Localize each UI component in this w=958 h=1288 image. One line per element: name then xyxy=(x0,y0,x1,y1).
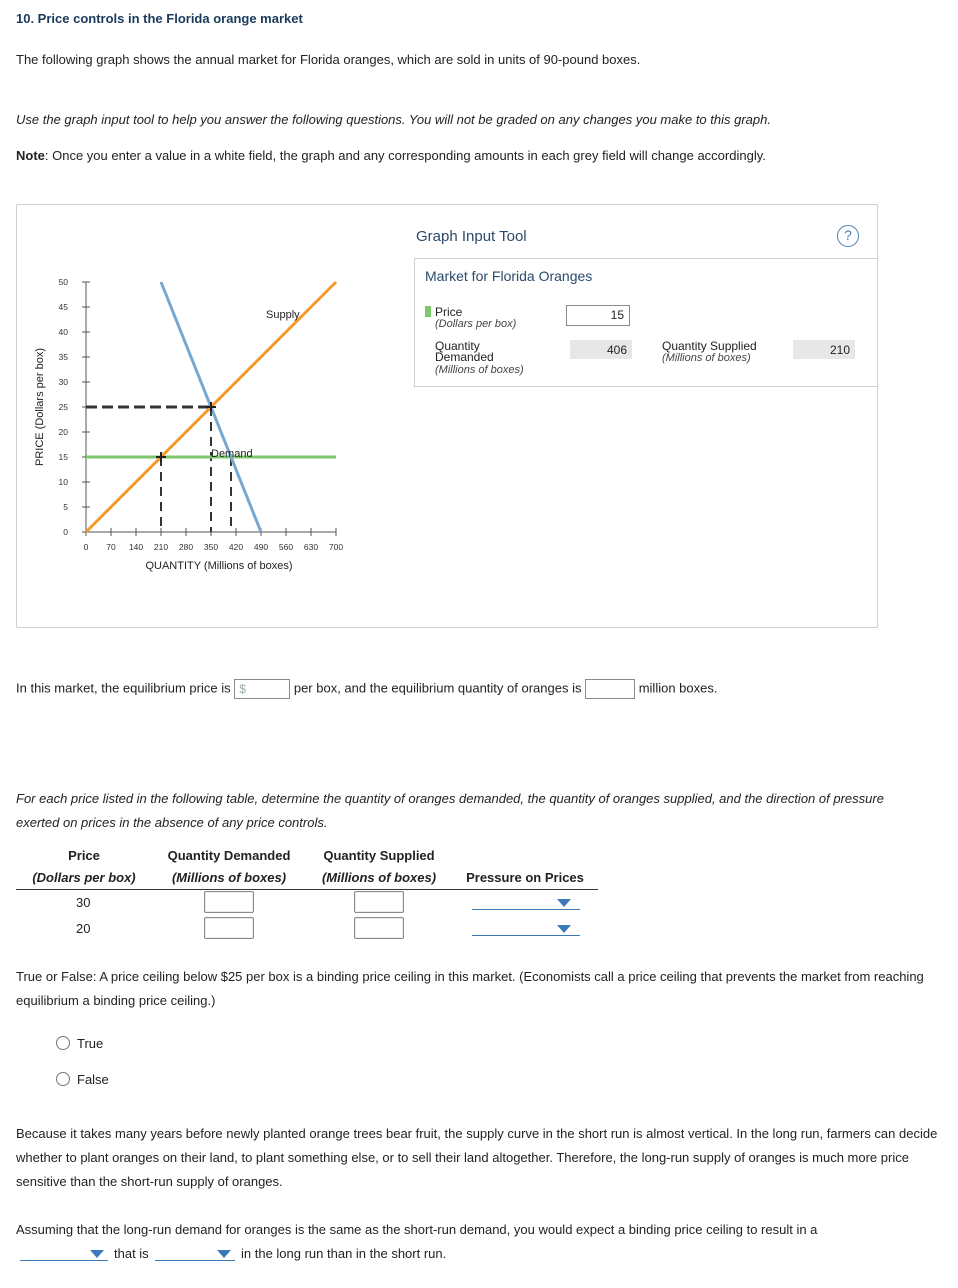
note-body: : Once you enter a value in a white field, the graph and any corresponding amounts in each grey field will change accordingly. xyxy=(44,148,766,163)
dollar-sign: $ xyxy=(239,682,246,696)
qs-input-20[interactable] xyxy=(354,917,404,939)
pressure-dropdown-20[interactable] xyxy=(472,935,580,936)
radio-false-label[interactable]: False xyxy=(77,1072,109,1087)
note-text xyxy=(16,148,766,163)
row-price-20: 20 xyxy=(76,921,91,936)
price-label: Price xyxy=(425,306,462,318)
chevron-down-icon[interactable] xyxy=(557,925,571,933)
supply-demand-chart[interactable] xyxy=(16,260,406,590)
question-title: 10. Price controls in the Florida orange market xyxy=(16,11,303,26)
x-tick-label: 560 xyxy=(278,542,294,552)
x-tick-label: 630 xyxy=(303,542,319,552)
radio-false[interactable] xyxy=(56,1072,70,1086)
equilibrium-question xyxy=(16,679,717,699)
chevron-down-icon[interactable] xyxy=(217,1250,231,1258)
supply-label: Supply xyxy=(266,309,300,321)
intro-text: The following graph shows the annual market for Florida oranges, which are sold in units of 90-pound boxes. xyxy=(16,52,641,67)
x-tick-label: 140 xyxy=(128,542,144,552)
qs-input-30[interactable] xyxy=(354,891,404,913)
radio-true-label[interactable]: True xyxy=(77,1036,104,1051)
y-tick-label: 40 xyxy=(58,327,68,337)
y-tick-label: 20 xyxy=(58,427,68,437)
x-tick-label: 350 xyxy=(203,542,219,552)
row-price-30: 30 xyxy=(76,895,91,910)
y-tick-label: 45 xyxy=(58,302,68,312)
price-header: Price (Dollars per box) xyxy=(32,848,136,885)
x-tick-label: 70 xyxy=(106,542,116,552)
long-run-paragraph: Because it takes many years before newly planted orange trees bear fruit, the supply curve in the short run is almost vertical. In the long run, farmers can decide whether to plant oranges on their land, to plant something else, or to sell their land altogether. Therefore, the long-run supply of oranges is much more price sensitive than the short-run supply of oranges. xyxy=(16,1126,938,1189)
graph-input-tool-title: Graph Input Tool xyxy=(416,228,527,245)
table-header-rule xyxy=(16,889,598,890)
help-icon[interactable]: ? xyxy=(837,225,859,247)
long-run-tail: in the long run than in the short run. xyxy=(241,1246,447,1261)
pressure-dropdown-30[interactable] xyxy=(472,909,580,910)
long-run-question: Assuming that the long-run demand for oranges is the same as the short-run demand, you would expect a binding price ceiling to result in a xyxy=(16,1222,818,1237)
price-unit: (Dollars per box) xyxy=(435,318,517,330)
comparison-dropdown[interactable] xyxy=(155,1260,235,1261)
true-false-prompt: True or False: A price ceiling below $25 per box is a binding price ceiling in this market. (Economists call a price ceiling that prevents the market from reaching equilibrium a binding price ceiling.) xyxy=(16,969,924,1008)
x-axis-label: QUANTITY (Millions of boxes) xyxy=(145,560,293,572)
chevron-down-icon[interactable] xyxy=(90,1250,104,1258)
x-tick-label: 280 xyxy=(178,542,194,552)
qd-input-20[interactable] xyxy=(204,917,254,939)
y-tick-label: 5 xyxy=(63,502,68,512)
qd-value: 406 xyxy=(570,340,632,359)
equilibrium-quantity-input[interactable] xyxy=(585,679,635,699)
qd-unit: (Millions of boxes) xyxy=(435,364,524,376)
qs-value: 210 xyxy=(793,340,855,359)
y-axis-label: PRICE (Dollars per box) xyxy=(34,348,46,466)
y-tick-label: 15 xyxy=(58,452,68,462)
qd-input-30[interactable] xyxy=(204,891,254,913)
eq-text-before: In this market, the equilibrium price is xyxy=(16,680,231,696)
that-is-text: that is xyxy=(114,1246,149,1261)
qs-label: Quantity Supplied xyxy=(662,339,757,353)
demand-label: Demand xyxy=(211,448,253,460)
x-tick-label: 700 xyxy=(328,542,344,552)
y-tick-label: 0 xyxy=(63,527,68,537)
chevron-down-icon[interactable] xyxy=(557,899,571,907)
note-label: Note xyxy=(16,148,45,163)
x-tick-label: 0 xyxy=(83,542,89,552)
table-prompt: For each price listed in the following table, determine the quantity of oranges demanded, the quantity of oranges supplied, and the direction of pressure exerted on prices in the absence of any price controls. xyxy=(16,791,884,830)
x-tick-label: 420 xyxy=(228,542,244,552)
eq-text-after: million boxes. xyxy=(638,680,718,696)
qd-label-2: Demanded xyxy=(435,350,494,364)
instruction-text: Use the graph input tool to help you answer the following questions. You will not be graded on any changes you make to this graph. xyxy=(16,112,771,127)
radio-true[interactable] xyxy=(56,1036,70,1050)
result-dropdown[interactable] xyxy=(20,1260,108,1261)
y-tick-label: 35 xyxy=(58,352,68,362)
pressure-header: Pressure on Prices xyxy=(466,870,584,885)
y-tick-label: 30 xyxy=(58,377,68,387)
qs-unit: (Millions of boxes) xyxy=(662,352,751,364)
qs-header: Quantity Supplied (Millions of boxes) xyxy=(321,848,437,885)
qd-label-1: Quantity xyxy=(435,339,480,353)
qd-header: Quantity Demanded (Millions of boxes) xyxy=(167,848,291,885)
x-tick-label: 210 xyxy=(153,542,169,552)
eq-text-middle: per box, and the equilibrium quantity of oranges is xyxy=(293,680,582,696)
y-tick-label: 50 xyxy=(58,277,68,287)
y-tick-label: 10 xyxy=(58,477,68,487)
equilibrium-price-input[interactable] xyxy=(234,679,290,699)
price-input[interactable]: 15 xyxy=(566,305,630,326)
y-tick-label: 25 xyxy=(58,402,68,412)
market-title: Market for Florida Oranges xyxy=(425,268,593,284)
price-swatch-icon xyxy=(425,306,431,317)
x-tick-label: 490 xyxy=(253,542,269,552)
